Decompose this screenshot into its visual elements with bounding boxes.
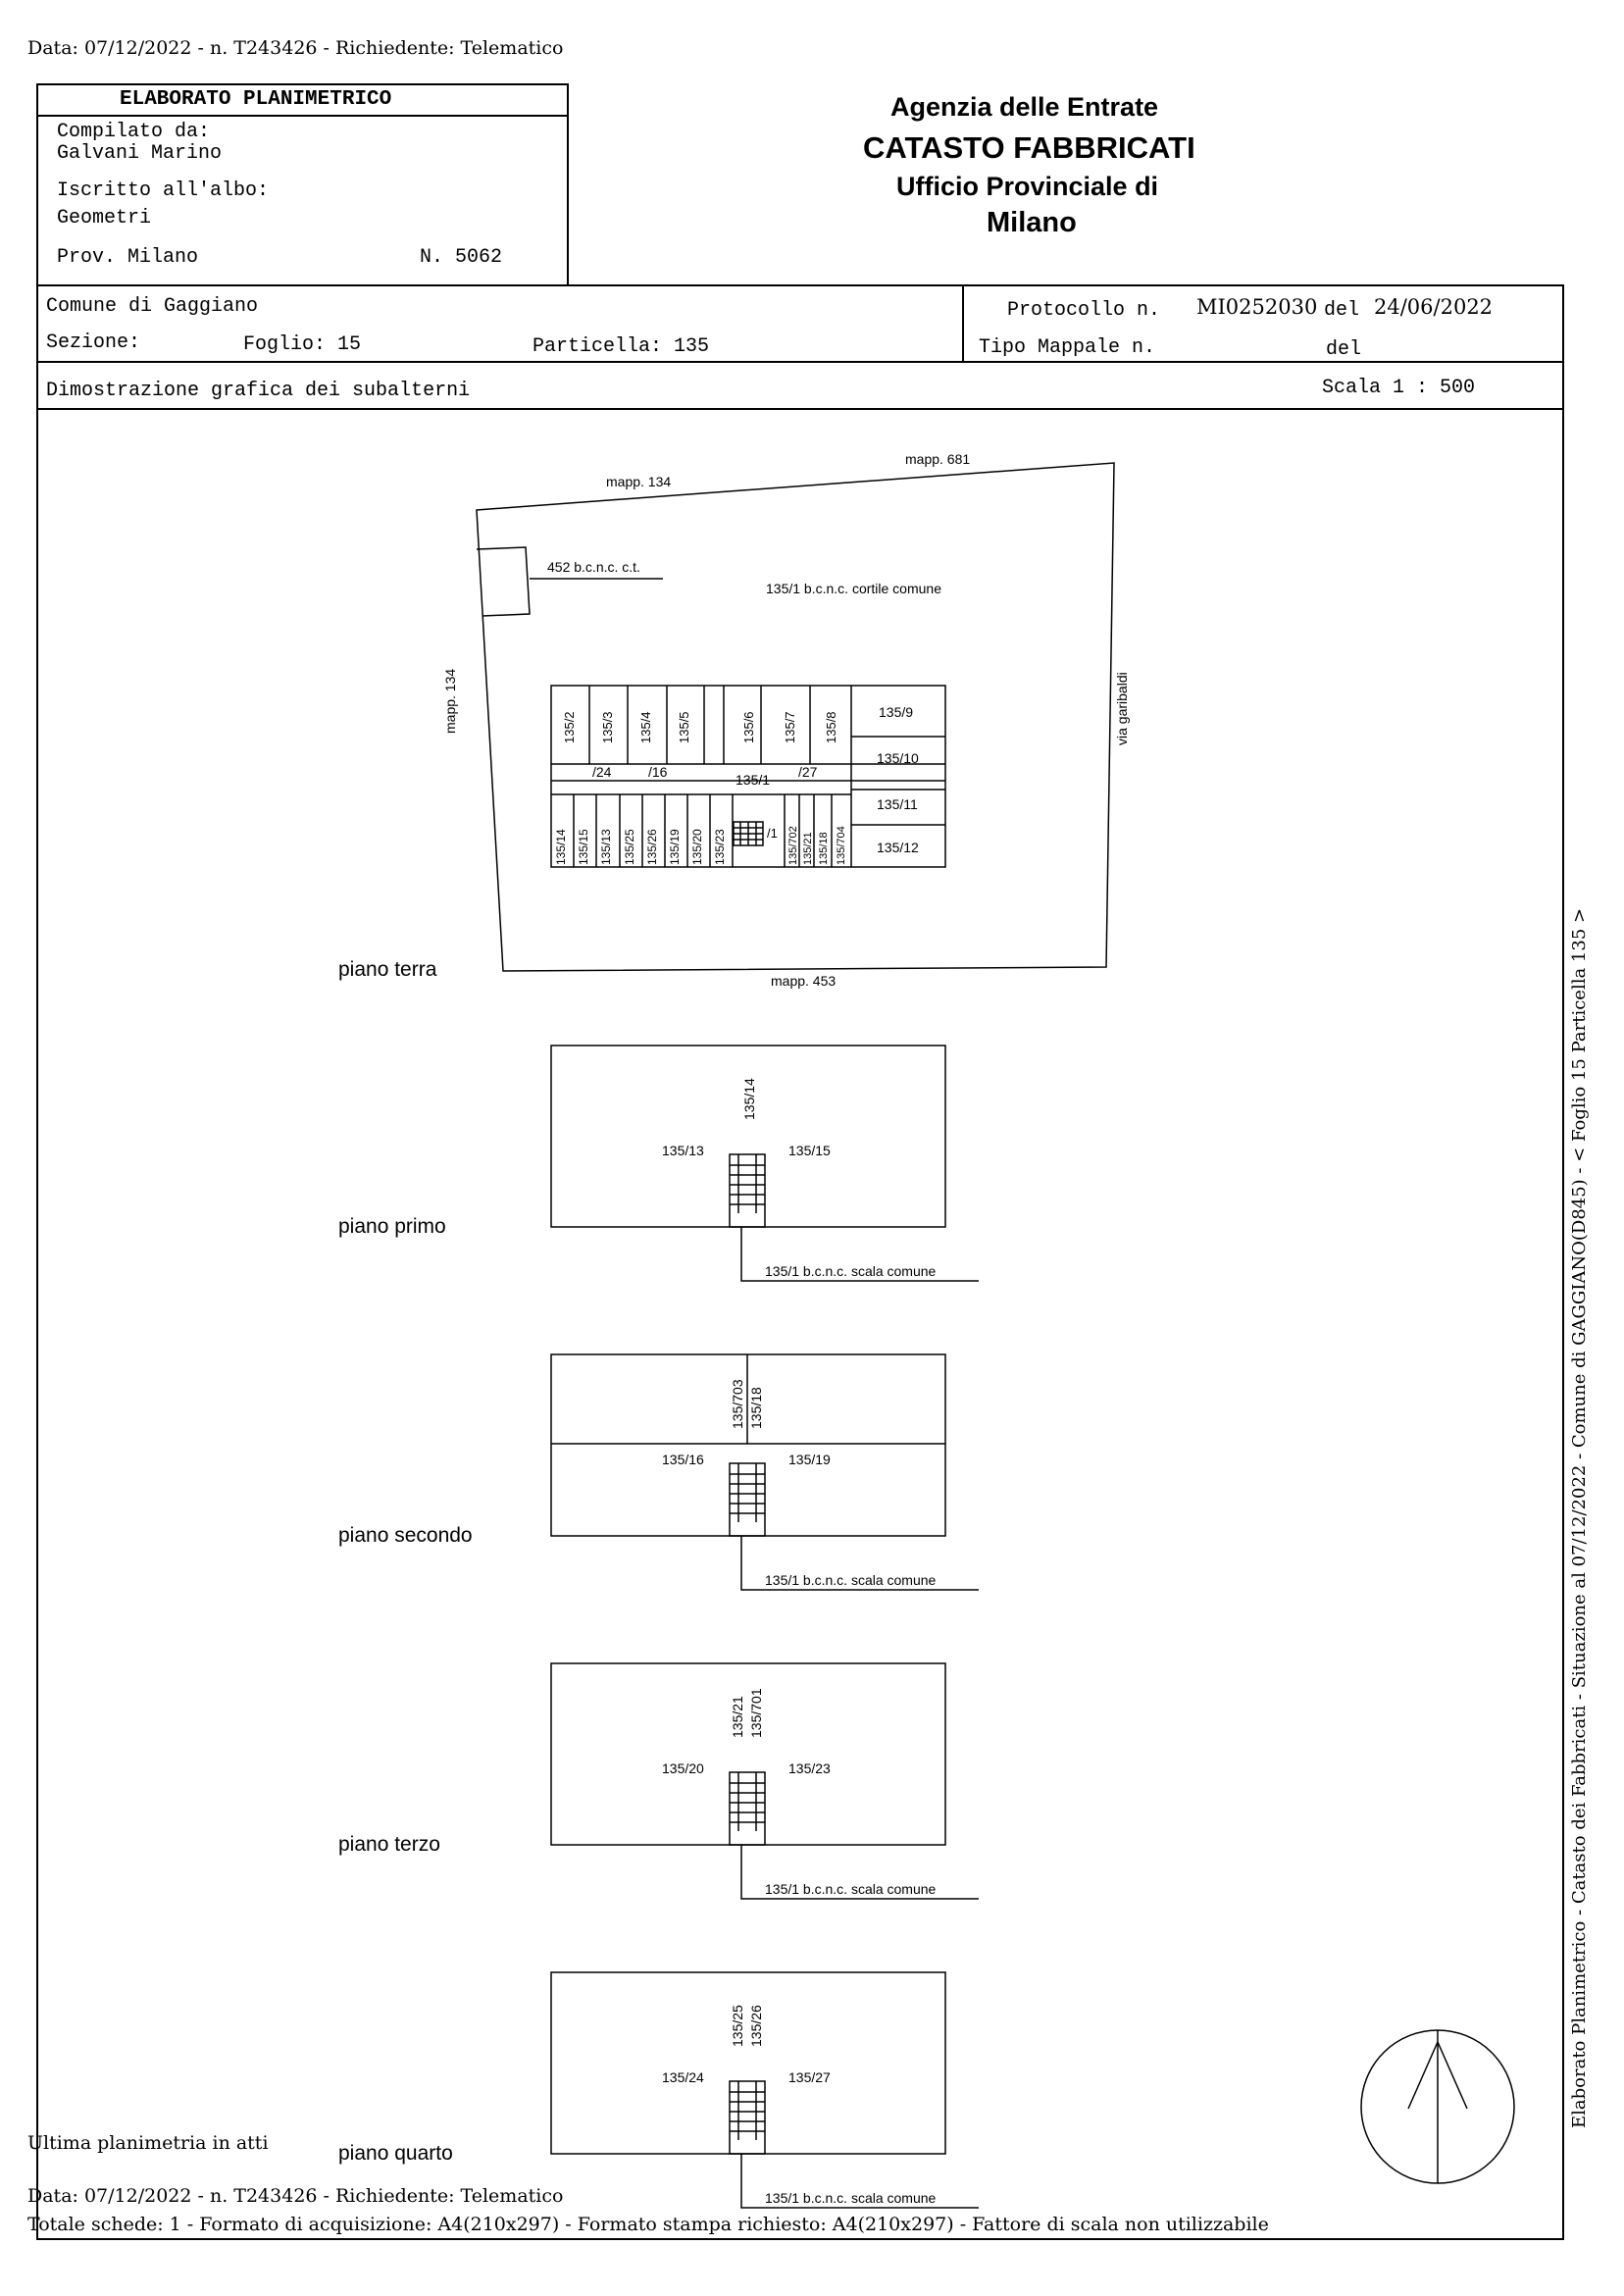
unit-label: 135/702 xyxy=(787,826,799,865)
unit-label: 135/21 xyxy=(802,832,814,865)
floor-unit-left: 135/13 xyxy=(662,1143,704,1158)
compilato-label: Compilato da: xyxy=(57,121,211,143)
floor-note: 135/1 b.c.n.c. scala comune xyxy=(765,1572,937,1588)
floor-unit-top: 135/26 xyxy=(748,2005,764,2047)
unit-label: 135/12 xyxy=(877,840,919,855)
side-text: Elaborato Planimetrico - Catasto dei Fabbricati - Situazione al 07/12/2022 - Comune di GAGGIANO(D845) - < Foglio 15 Particella 135 > xyxy=(1569,907,1590,2128)
scala: Scala 1 : 500 xyxy=(1322,377,1476,399)
floor-note: 135/1 b.c.n.c. scala comune xyxy=(765,1263,937,1279)
title-block-title: ELABORATO PLANIMETRICO xyxy=(120,88,392,111)
floor-unit-right: 135/27 xyxy=(788,2069,831,2085)
floor-name: piano quarto xyxy=(338,2142,453,2165)
unit-label: /27 xyxy=(798,764,818,780)
stair-label: /1 xyxy=(767,826,778,841)
iscritto-label: Iscritto all'albo: xyxy=(57,179,270,202)
floor-unit-top: 135/18 xyxy=(748,1387,764,1429)
sheet-frame xyxy=(37,285,1563,2239)
unit-label: 135/18 xyxy=(818,832,830,865)
particella: Particella: 135 xyxy=(533,335,710,358)
unit-label: 135/4 xyxy=(638,711,653,743)
floor-unit-top: 135/21 xyxy=(730,1696,745,1738)
protocollo-value: MI0252030 xyxy=(1196,295,1318,319)
mapp-681: mapp. 681 xyxy=(905,451,971,467)
agency-line2: CATASTO FABBRICATI xyxy=(863,130,1195,165)
floor-note: 135/1 b.c.n.c. scala comune xyxy=(765,2190,937,2206)
unit-label: 135/8 xyxy=(824,711,838,743)
agency-line3: Ufficio Provinciale di xyxy=(896,172,1159,201)
numero: N. 5062 xyxy=(420,246,503,269)
unit-label: 135/5 xyxy=(677,711,691,743)
floor-unit-top: 135/703 xyxy=(730,1379,745,1429)
ultima-planimetria: Ultima planimetria in atti xyxy=(27,2132,269,2154)
unit-label: 135/10 xyxy=(877,750,919,766)
floor-unit-left: 135/16 xyxy=(662,1452,704,1467)
agency-line4: Milano xyxy=(987,207,1077,238)
mapp-453: mapp. 453 xyxy=(771,973,837,989)
comune: Comune di Gaggiano xyxy=(46,295,259,318)
dimostrazione: Dimostrazione grafica dei subalterni xyxy=(46,380,471,402)
foglio: Foglio: 15 xyxy=(243,333,362,356)
tipo-mappale: Tipo Mappale n. xyxy=(979,336,1156,359)
unit-label: 135/14 xyxy=(554,829,568,865)
north-arrow-icon xyxy=(1361,2030,1514,2183)
mapp-134-left: mapp. 134 xyxy=(442,668,458,734)
sezione: Sezione: xyxy=(46,332,141,354)
unit-label: 135/11 xyxy=(877,796,918,812)
compilato-name: Galvani Marino xyxy=(57,142,223,165)
footer-totale: Totale schede: 1 - Formato di acquisizione: A4(210x297) - Formato stampa richiesto: A4(210x297) - Fattore di scala non utilizzabile xyxy=(27,2214,1269,2235)
unit-label: 135/20 xyxy=(690,829,704,865)
floor-name: piano primo xyxy=(338,1215,446,1238)
del2: del xyxy=(1326,338,1362,361)
floor-unit-top: 135/14 xyxy=(741,1078,757,1120)
floor-unit-right: 135/23 xyxy=(788,1760,831,1776)
unit-label: 135/9 xyxy=(879,704,914,720)
del-label: del xyxy=(1324,299,1360,322)
protocollo-label: Protocollo n. xyxy=(1007,299,1161,322)
protocollo-date: 24/06/2022 xyxy=(1374,295,1494,319)
unit-label: 135/23 xyxy=(713,829,727,865)
floor-name: piano terra xyxy=(338,958,437,981)
unit-label: 135/15 xyxy=(577,829,590,865)
unit-label: 135/704 xyxy=(836,826,847,865)
bcnc-452: 452 b.c.n.c. c.t. xyxy=(547,559,640,575)
mapp-134-top: mapp. 134 xyxy=(606,474,672,489)
prov: Prov. Milano xyxy=(57,246,199,269)
floor-name: piano secondo xyxy=(338,1524,473,1547)
agency-line1: Agenzia delle Entrate xyxy=(890,92,1159,122)
floor-unit-left: 135/24 xyxy=(662,2069,704,2085)
unit-label: 135/3 xyxy=(600,711,615,743)
unit-label: 135/7 xyxy=(783,711,797,743)
floor-unit-right: 135/19 xyxy=(788,1452,831,1467)
floor-unit-left: 135/20 xyxy=(662,1760,704,1776)
footer-data-line: Data: 07/12/2022 - n. T243426 - Richiedente: Telematico xyxy=(27,2185,564,2207)
floor-unit-top: 135/701 xyxy=(748,1688,764,1738)
unit-label: /16 xyxy=(648,764,668,780)
floor-note: 135/1 b.c.n.c. scala comune xyxy=(765,1881,937,1897)
via-garibaldi: via garibaldi xyxy=(1114,672,1130,745)
unit-label: 135/25 xyxy=(623,829,636,865)
floor-unit-right: 135/15 xyxy=(788,1143,831,1158)
cortile-label: 135/1 b.c.n.c. cortile comune xyxy=(766,581,941,596)
unit-label: /24 xyxy=(592,764,612,780)
floor-name: piano terzo xyxy=(338,1833,440,1856)
unit-label: 135/13 xyxy=(599,829,613,865)
unit-label: 135/26 xyxy=(645,829,659,865)
header-line: Data: 07/12/2022 - n. T243426 - Richiedente: Telematico xyxy=(27,37,564,59)
unit-label: 135/19 xyxy=(668,829,682,865)
unit-label: 135/1 xyxy=(736,772,771,788)
floor-unit-top: 135/25 xyxy=(730,2005,745,2047)
unit-label: 135/6 xyxy=(741,711,756,743)
albo: Geometri xyxy=(57,207,152,230)
unit-label: 135/2 xyxy=(562,711,577,743)
